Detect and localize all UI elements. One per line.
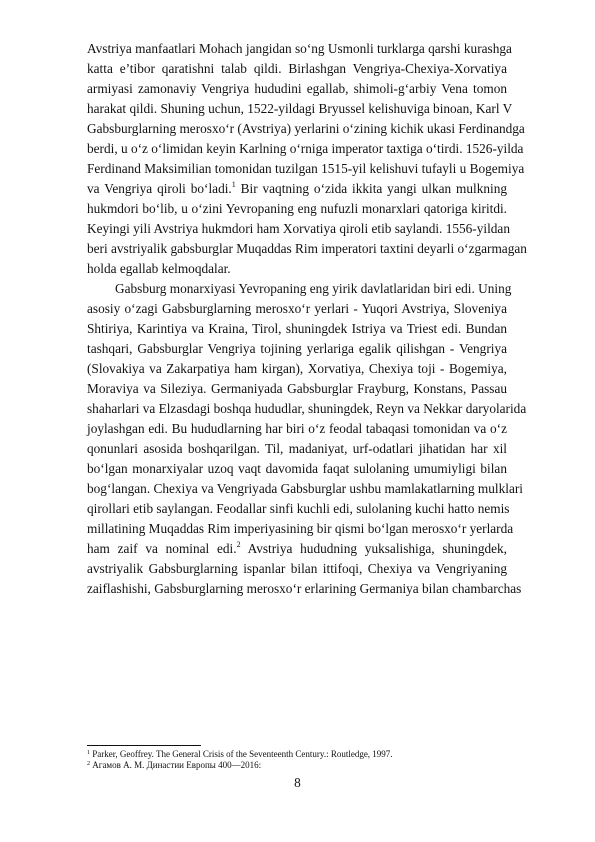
text-line: Shtiriya, Karintiya va Kraina, Tirol, shuningdek Istriya va Triest edi. Bundan: [87, 321, 507, 336]
text-segment: Avstriya hududning yuksalishiga, shuningdek,: [240, 541, 507, 556]
text-line: katta e’tibor qaratishni talab qildi. Birlashgan Vengriya-Chexiya-Xorvatiya: [87, 61, 507, 76]
footnote-text: Агамов А. М. Династии Европы 400—2016:: [92, 760, 262, 770]
text-line: Gabsburg monarxiyasi Yevropaning eng yirik davlatlaridan biri edi. Uning: [115, 281, 512, 296]
footnote-number: 1: [87, 750, 90, 756]
text-line: Moraviya va Sileziya. Germaniyada Gabsburglar Frayburg, Konstans, Passau: [87, 381, 507, 396]
text-line: harakat qildi. Shuning uchun, 1522-yildagi Bryussel kelishuviga binoan, Karl V: [87, 101, 513, 116]
text-line: berdi, u o‘z o‘limidan keyin Karlning o‘rniga imperator taxtiga o‘tirdi. 1526-yilda: [87, 141, 524, 156]
text-line: Keyingi yili Avstriya hukmdori ham Xorvatiya qiroli etib saylandi. 1556-yildan: [87, 221, 510, 236]
text-line: joylashgan edi. Bu hududlarning har biri o‘z feodal tabaqasi tomonidan va o‘z: [87, 421, 507, 436]
text-line: zaiflashishi, Gabsburglarning merosxo‘r erlarining Germaniya bilan chambarchas: [87, 581, 522, 596]
text-line: Avstriya manfaatlari Mohach jangidan so‘ng Usmonli turklarga qarshi kurashga: [87, 41, 512, 56]
footnote-ref: 1: [231, 180, 236, 189]
text-line: Gabsburglarning merosxo‘r (Avstriya) yerlarini o‘zining kichik ukasi Ferdinandga: [87, 121, 525, 136]
text-line: millatining Muqaddas Rim imperiyasining bir qismi bo‘lgan merosxo‘r yerlarda: [87, 521, 514, 536]
text-line: avstriyalik Gabsburglarning ispanlar bilan ittifoqi, Chexiya va Vengriyaning: [87, 561, 507, 576]
text-line: beri avstriyalik gabsburglar Muqaddas Rim imperatori taxtini deyarli o‘zgarmagan: [87, 241, 527, 256]
text-line: [87, 179, 507, 199]
text-line: tashqari, Gabsburglar Vengriya tojining yerlariga egalik qilishgan - Vengriya: [87, 341, 507, 356]
text-line: (Slovakiya va Zakarpatiya ham kirgan), Xorvatiya, Chexiya toji - Bogemiya,: [87, 361, 507, 376]
text-line: qonunlari asosida boshqarilgan. Til, madaniyat, urf-odatlari jihatidan har xil: [87, 441, 507, 456]
text-segment: ham zaif va nominal edi.: [87, 541, 237, 556]
footnote-text: Parker, Geoffrey. The General Crisis of the Seventeenth Century.: Routledge, 1997.: [92, 749, 393, 759]
text-line: qirollari etib saylangan. Feodallar sinfi kuchli edi, sulolaning kuchi hatto nemis: [87, 501, 510, 516]
page-number: 8: [294, 775, 301, 790]
text-segment: va Vengriya qiroli bo‘ladi.: [87, 181, 232, 196]
text-line: bog‘langan. Chexiya va Vengriyada Gabsburglar ushbu mamlakatlarning mulklari: [87, 481, 523, 496]
text-segment: Bir vaqtning o‘zida ikkita yangi ulkan mulkning: [235, 181, 507, 196]
footnote-divider: [87, 745, 201, 746]
text-line: shaharlari va Elzasdagi boshqa hududlar, shuningdek, Reyn va Nekkar daryolarida: [87, 401, 527, 416]
text-line: armiyasi zamonaviy Vengriya hududini egallab, shimoli-g‘arbiy Vena tomon: [87, 81, 507, 96]
text-line: bo‘lgan monarxiyalar uzoq vaqt davomida faqat sulolaning umumiyligi bilan: [87, 461, 507, 476]
text-line: Ferdinand Maksimilian tomonidan tuzilgan 1515-yil kelishuvi tufayli u Bogemiya: [87, 161, 525, 176]
text-line: asosiy o‘zagi Gabsburglarning merosxo‘r yerlari - Yuqori Avstriya, Sloveniya: [87, 301, 507, 316]
footnote: [87, 760, 261, 771]
footnote-ref: 2: [236, 540, 241, 549]
text-line: [87, 539, 507, 559]
text-line: hukmdori bo‘lib, u o‘zini Yevropaning eng nufuzli monarxlari qatoriga kiritdi.: [87, 201, 507, 216]
text-line: holda egallab kelmoqdalar.: [87, 261, 231, 276]
footnote: [87, 749, 393, 760]
footnote-number: 2: [87, 761, 90, 767]
